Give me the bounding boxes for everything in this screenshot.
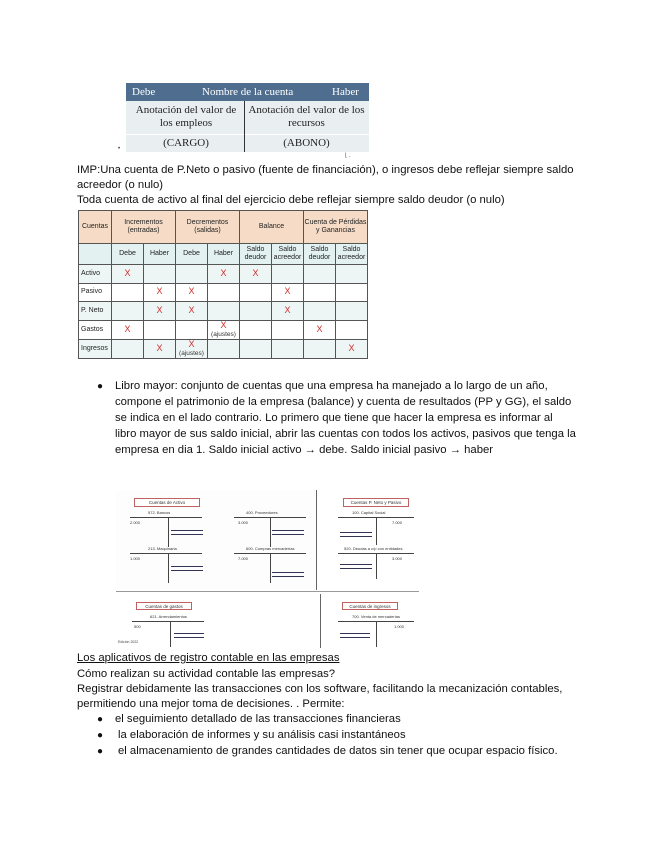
group-balance: Balance — [240, 211, 304, 244]
table-row — [79, 320, 368, 339]
x-mark: X — [348, 342, 355, 353]
item-bullet: ● — [97, 746, 104, 757]
table-cell — [176, 339, 208, 358]
pane-separator — [320, 594, 321, 648]
pane-title-activo: Cuentas de Activo — [134, 498, 200, 507]
table-cell — [240, 339, 272, 358]
table-cell — [208, 283, 240, 302]
x-mark: X — [220, 267, 227, 278]
table-cell — [112, 265, 144, 284]
account-name: 520. Deudas a c/p con entidades — [344, 546, 403, 551]
table-cell — [304, 302, 336, 321]
x-mark: X — [124, 323, 131, 334]
t-account-line — [270, 517, 271, 547]
account-amount: 7.000 — [392, 520, 403, 525]
dot-mark: • — [118, 146, 121, 152]
balance-box — [272, 572, 304, 577]
empty-cell — [79, 244, 112, 265]
t-account-line — [270, 553, 271, 583]
table-cell — [240, 302, 272, 321]
x-mark: X — [156, 286, 163, 297]
accounts-table-body — [79, 265, 368, 359]
sub-debe: Debe — [112, 244, 144, 265]
table-cell — [176, 265, 208, 284]
table-cell — [144, 302, 176, 321]
recursos-text: Anotación del valor de los recursos — [248, 104, 365, 129]
table-cell — [272, 339, 304, 358]
balance-box — [272, 530, 304, 535]
table1-divider — [126, 134, 369, 135]
tick-mark: ⌊ . — [345, 153, 351, 159]
t-account-line — [376, 517, 377, 545]
table-cell — [144, 320, 176, 339]
table-cell — [272, 320, 304, 339]
x-mark: X — [284, 304, 291, 315]
account-structure-header — [126, 83, 369, 101]
aplicativos-title: Los aplicativos de registro contable en las empresas — [77, 652, 340, 664]
table-cell — [336, 339, 368, 358]
account-amount: 1.000 — [130, 556, 141, 561]
account-amount: 1.000 — [394, 624, 405, 629]
balance-box — [171, 566, 203, 571]
x-mark: X — [156, 342, 163, 353]
subheader-row — [79, 244, 368, 265]
account-name: 700. Venta de mercaderías — [352, 614, 401, 619]
t-account-line — [376, 553, 377, 579]
aplicativos-item: el almacenamiento de grandes cantidades de datos sin tener que ocupar espacio físico. — [118, 745, 558, 757]
t-account-line — [168, 517, 169, 547]
row-label: Gastos — [79, 320, 112, 339]
table-cell — [272, 283, 304, 302]
table-cell — [336, 302, 368, 321]
table-cell — [176, 320, 208, 339]
table-cell — [208, 320, 240, 339]
group-incrementos: Incrementos (entradas) — [112, 211, 176, 244]
abono-label: (ABONO) — [283, 137, 330, 149]
x-mark: X — [156, 304, 163, 315]
row-label: P. Neto — [79, 302, 112, 321]
account-name: 100. Capital Social — [352, 510, 386, 515]
balance-box — [340, 532, 372, 537]
balance-box — [340, 564, 372, 569]
sub-saldo-acreedor: Saldo acreedor — [336, 244, 368, 265]
table-cell — [304, 320, 336, 339]
group-header-row — [79, 211, 368, 244]
row-label: Ingresos — [79, 339, 112, 358]
x-mark: X — [284, 286, 291, 297]
account-amount: 2.000 — [130, 520, 141, 525]
pane-separator — [116, 591, 419, 592]
account-name: 213. Maquinaria — [148, 546, 177, 551]
table-cell — [208, 302, 240, 321]
account-structure-table — [126, 83, 369, 152]
aplicativos-intro: Registrar debidamente las transacciones con los software, facilitando la mecanización contables, permitiendo una mejor toma de decisiones. . Permite: — [77, 683, 563, 710]
table-cell — [112, 302, 144, 321]
sub-saldo-deudor: Saldo deudor — [304, 244, 336, 265]
account-amount: 500 — [134, 624, 141, 629]
t-account-line — [376, 621, 377, 647]
sub-saldo-deudor: Saldo deudor — [240, 244, 272, 265]
sub-haber: Haber — [144, 244, 176, 265]
corner-cell: Cuentas — [79, 211, 112, 244]
group-decrementos: Decrementos (salidas) — [176, 211, 240, 244]
libro-mayor-bullet: ● — [97, 381, 104, 392]
x-mark: X — [124, 267, 131, 278]
table-cell — [304, 339, 336, 358]
table-cell — [112, 320, 144, 339]
table-cell — [208, 339, 240, 358]
table-cell — [240, 283, 272, 302]
t-account-line — [168, 553, 169, 583]
pane-title-gastos: Cuentas de gastos — [136, 602, 192, 610]
account-amount: 7.000 — [238, 556, 249, 561]
aplicativos-item: la elaboración de informes y su análisis casi instantáneos — [118, 729, 406, 741]
table-cell — [336, 265, 368, 284]
activo-paragraph: Toda cuenta de activo al final del ejercicio debe reflejar siempre saldo deudor (o nulo) — [77, 194, 505, 206]
table-cell — [272, 265, 304, 284]
table-cell — [208, 265, 240, 284]
x-mark: X — [188, 338, 195, 349]
table-cell — [144, 283, 176, 302]
table-cell — [336, 283, 368, 302]
table-cell — [176, 302, 208, 321]
imp-paragraph: IMP:Una cuenta de P.Neto o pasivo (fuente de financiación), o ingresos debe reflejar siempre saldo acreedor (o nulo) — [77, 164, 574, 191]
sub-debe: Debe — [176, 244, 208, 265]
empleos-text: Anotación del valor de los empleos — [135, 104, 237, 129]
header-debe: Debe — [132, 86, 156, 98]
table-cell — [240, 265, 272, 284]
row-label: Pasivo — [79, 283, 112, 302]
group-pyg: Cuenta de Pérdidas y Ganancias — [304, 211, 368, 244]
table-cell — [144, 265, 176, 284]
cell-note: (ajustes) — [179, 349, 204, 357]
x-mark: X — [220, 319, 227, 330]
table-cell — [144, 339, 176, 358]
t-account-line — [132, 621, 204, 622]
pane-title-pasivo: Cuentas P. Neto y Pasivo — [343, 498, 409, 507]
balance-box — [340, 633, 370, 638]
table-cell — [176, 283, 208, 302]
table-row — [79, 265, 368, 284]
table-row — [79, 339, 368, 358]
aplicativos-question: Cómo realizan su actividad contable las empresas? — [77, 668, 336, 680]
balance-box — [174, 633, 204, 638]
table-cell — [112, 283, 144, 302]
t-account-line — [170, 621, 171, 647]
pane-title-ingresos: Cuentas de ingresos — [342, 602, 398, 610]
table-cell — [304, 265, 336, 284]
sub-haber: Haber — [208, 244, 240, 265]
x-mark: X — [188, 304, 195, 315]
aplicativos-item: el seguimiento detallado de las transacciones financieras — [115, 713, 401, 725]
item-bullet: ● — [97, 714, 104, 725]
ledger-image — [116, 490, 419, 648]
t-account-line — [130, 553, 202, 554]
ledger-footer: Edición 2022 — [118, 640, 139, 644]
x-mark: X — [188, 286, 195, 297]
account-amount: 3.000 — [392, 556, 403, 561]
table-row — [79, 302, 368, 321]
cell-note: (ajustes) — [211, 330, 236, 338]
x-mark: X — [316, 323, 323, 334]
balance-box — [171, 530, 203, 535]
table-cell — [272, 302, 304, 321]
row-label: Activo — [79, 265, 112, 284]
sub-saldo-acreedor: Saldo acreedor — [272, 244, 304, 265]
account-name: 572. Bancos — [148, 510, 171, 515]
header-nombre-cuenta: Nombre de la cuenta — [202, 86, 294, 98]
accounts-movement-table — [78, 210, 368, 359]
x-mark: X — [252, 267, 259, 278]
item-bullet: ● — [97, 730, 104, 741]
header-haber: Haber — [332, 86, 359, 98]
table-cell — [112, 339, 144, 358]
account-name: 621. Arrendamientos — [150, 614, 187, 619]
libro-mayor-paragraph: Libro mayor: conjunto de cuentas que una empresa ha manejado a lo largo de un año, compone el patrimonio de la empresa (balance) y cuenta de resultados (PP y GG), el saldo se indica en el lado contrario. Lo primero que tiene que hacer la empresa es informar al libro mayor de sus saldo inicial, abrir las cuentas con todos los activos, pasivos que tenga la empresa en dia 1. Saldo inicial activo → debe. Saldo inicial pasivo → haber — [115, 380, 576, 456]
account-name: 400. Proveedores — [246, 510, 278, 515]
table-cell — [336, 320, 368, 339]
table-row — [79, 283, 368, 302]
account-amount: 3.000 — [238, 520, 249, 525]
account-name: 600. Compras mercaderías — [246, 546, 295, 551]
cargo-label: (CARGO) — [163, 137, 209, 149]
table1-center-line — [244, 101, 245, 152]
table-cell — [304, 283, 336, 302]
pane-separator — [316, 490, 317, 590]
table-cell — [240, 320, 272, 339]
t-account-line — [130, 517, 202, 518]
